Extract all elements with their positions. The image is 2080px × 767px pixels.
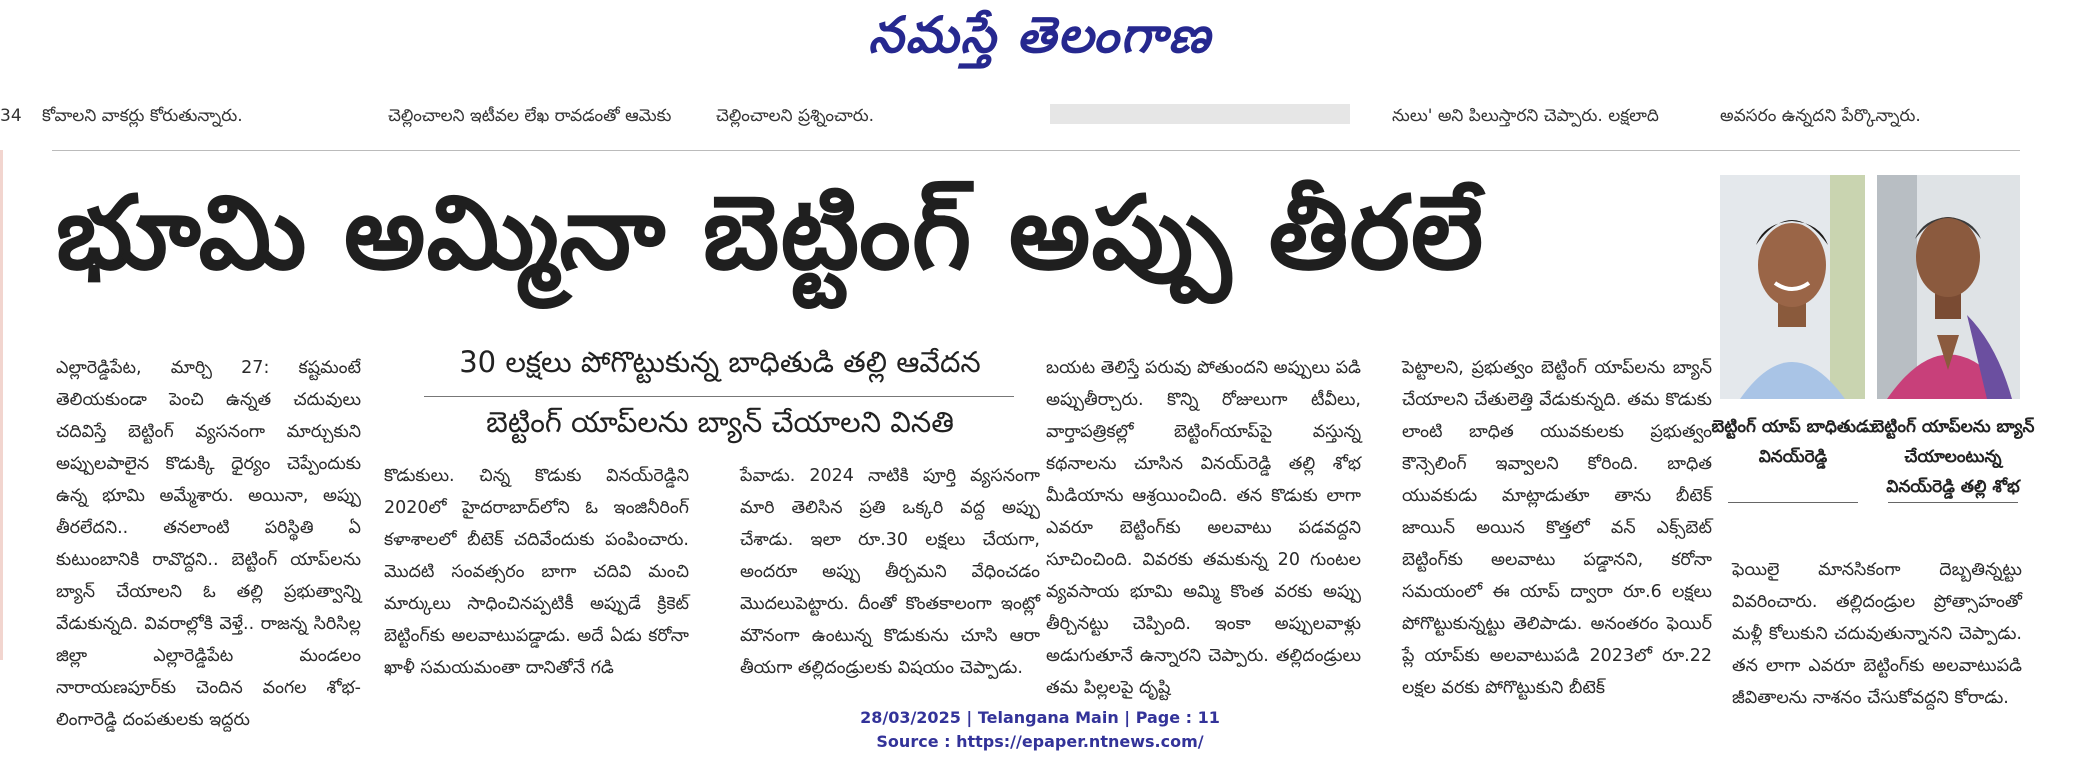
column-text-2: కొడుకులు. చిన్న కొడుకు వినయ్‌రెడ్డిని 2020లో హైదరాబాద్‌లోని ఓ ఇంజినీరింగ్ కళాశాలలో బీటెక్ చదివేందుకు పంపించారు. మొదటి సంవత్సరం బాగా చదివి మంచి మార్కులు సాధించినప్పటికీ అప్పుడే క్రికెట్ బెట్టింగ్‌కు అలవాటుపడ్డాడు. అదే ఏడు కరోనా ఖాళీ సమయమంతా దానితోనే గడి: [384, 466, 689, 678]
son-photo: [1720, 175, 1865, 399]
subhead-1: 30 లక్షలు పోగొట్టుకున్న బాధితుడి తల్లి ఆవేదన: [459, 345, 981, 379]
caption-mother: బెట్టింగ్ యాప్‌లను బ్యాన్ చేయాలంటున్న వినయ్‌రెడ్డి తల్లి శోభ: [1871, 417, 2035, 497]
subhead-2: బెట్టింగ్ యాప్‌లను బ్యాన్ చేయాలని వినతి: [486, 405, 954, 439]
caption-son-rule: [1728, 502, 1858, 503]
mother-photo: [1877, 175, 2020, 399]
footer-source-link[interactable]: Source : https://epaper.ntnews.com/: [876, 732, 1204, 751]
strip-text-5: అవసరం ఉన్నదని పేర్కొన్నారు.: [1720, 106, 1921, 126]
masthead-logo: నమస్తే తెలంగాణ: [868, 6, 1212, 64]
article-column-5: [1402, 352, 1712, 698]
caption-son: బెట్టింగ్ యాప్ బాధితుడు వినయ్‌రెడ్డి: [1711, 417, 1875, 467]
margin-number: 34: [0, 106, 22, 126]
headline: భూమి అమ్మినా బెట్టింగ్ అప్పు తీరలే: [56, 174, 1485, 293]
column-text-3: పేవాడు. 2024 నాటికి పూర్తి వ్యసనంగా మారి తెలిసిన ప్రతి ఒక్కరి వద్ద అప్పు చేశాడు. ఇలా రూ.30 లక్షలు చేయగా, అందరూ అప్పు తీర్చమని వేధించడం మొదలుపెట్టారు. దీంతో కొంతకాలంగా ఇంట్లో మౌనంగా ఉంటున్న కొడుకును చూసి ఆరా తీయగా తల్లిదండ్రులకు విషయం చెప్పాడు.: [740, 466, 1040, 678]
strip-text-4: నులు' అని పిలుస్తారని చెప్పారు. లక్షలాది: [1392, 106, 1659, 126]
top-rule: [52, 150, 2020, 151]
article-column-1: [56, 352, 361, 730]
strip-blank-bar: [1050, 104, 1350, 124]
column-text-1: ఎల్లారెడ్డిపేట, మార్చి 27: కష్టమంటే తెలియకుండా పెంచి ఉన్నత చదువులు చదివిస్తే బెట్టింగ్ వ్యసనంగా మార్చుకుని అప్పులపాలైన కొడుక్కి ధైర్యం చెప్పేందుకు ఉన్న భూమి అమ్మేశారు. అయినా, అప్పు తీరలేదని.. తనలాంటి పరిస్థితి ఏ కుటుంబానికి రావొద్దని.. బెట్టింగ్ యాప్‌లను బ్యాన్ చేయాలని ఓ తల్లి ప్రభుత్వాన్ని వేడుకున్నది. వివరాల్లోకి వెళ్తే.. రాజన్న సిరిసిల్ల జిల్లా ఎల్లారెడ్డిపేట మండలం నారాయణపూర్‌కు చెందిన వంగల శోభ-లింగారెడ్డి దంపతులకు ఇద్దరు: [56, 358, 361, 730]
article-column-3: [740, 460, 1040, 682]
article-column-4: [1046, 352, 1361, 698]
article-column-6: [1732, 554, 2022, 708]
article-column-2: [384, 460, 689, 682]
margin-edge: [0, 150, 3, 660]
column-text-4: బయట తెలిస్తే పరువు పోతుందని అప్పులు పడి అప్పుతీర్చారు. కొన్ని రోజులుగా టీవీలు, వార్తాపత్రికల్లో బెట్టింగ్‌యాప్‌పై వస్తున్న కథనాలను చూసిన వినయ్‌రెడ్డి తల్లి శోభ మీడియాను ఆశ్రయించింది. తన కొడుకు లాగా ఎవరూ బెట్టింగ్‌కు అలవాటు పడవద్దని సూచించింది. వివరకు తమకున్న 20 గుంటల వ్యవసాయ భూమి అమ్మి కొంత వరకు అప్పు తీర్చినట్టు చెప్పింది. ఇంకా అప్పులవాళ్లు అడుగుతూనే ఉన్నారని చెప్పారు. తల్లిదండ్రులు తమ పిల్లలపై దృష్టి: [1046, 358, 1361, 698]
subhead-divider: [424, 396, 1014, 397]
footer-date-line: 28/03/2025 | Telangana Main | Page : 11: [860, 708, 1220, 727]
strip-text-1: కోవాలని వాకర్లు కోరుతున్నారు.: [42, 106, 243, 126]
strip-text-2: చెల్లించాలని ఇటీవల లేఖ రావడంతో ఆమెకు: [388, 106, 672, 126]
column-text-5: పెట్టాలని, ప్రభుత్వం బెట్టింగ్ యాప్‌లను బ్యాన్ చేయాలని చేతులెత్తి వేడుకున్నది. తమ కొడుకు లాంటి బాధిత యువకులకు ప్రభుత్వం కౌన్సెలింగ్ ఇవ్వాలని కోరింది. బాధిత యువకుడు మాట్లాడుతూ తాను బీటెక్ జాయిన్ అయిన కొత్తలో వన్ ఎక్స్‌బెట్ బెట్టింగ్‌కు అలవాటు పడ్డానని, కరోనా సమయంలో ఈ యాప్ ద్వారా రూ.6 లక్షలు పోగొట్టుకున్నట్టు తెలిపాడు. అనంతరం ఫెయిర్ ప్లే యాప్‌కు అలవాటుపడి 2023లో రూ.22 లక్షల వరకు పోగొట్టుకుని బీటెక్: [1402, 358, 1712, 698]
column-text-6: ఫెయిలై మానసికంగా దెబ్బతిన్నట్టు వివరించారు. తల్లిదండ్రుల ప్రోత్సాహంతో మళ్లీ కోలుకుని చదువుతున్నానని చెప్పాడు. తన లాగా ఎవరూ బెట్టింగ్‌కు అలవాటుపడి జీవితాలను నాశనం చేసుకోవద్దని కోరాడు.: [1732, 560, 2022, 708]
strip-text-3: చెల్లించాలని ప్రశ్నించారు.: [716, 106, 875, 126]
caption-mother-rule: [1888, 502, 2018, 503]
